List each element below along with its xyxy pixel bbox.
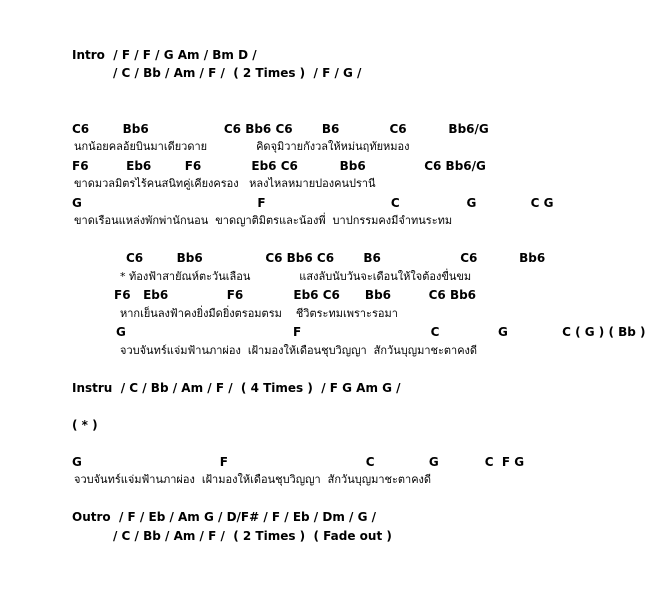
repeat-chorus-mark: ( * ) xyxy=(72,418,98,432)
intro-line-2: / C / Bb / Am / F / ( 2 Times ) / F / G / xyxy=(113,66,362,80)
verse-chord-line-3: G F C G C G xyxy=(72,196,554,210)
chorus-chord-line-1: C6 Bb6 C6 Bb6 C6 B6 C6 Bb6 xyxy=(126,251,546,265)
outro-line-1: Outro / F / Eb / Am G / D/F# / F / Eb / Dm / G / xyxy=(72,510,376,524)
instrumental-line: Instru / C / Bb / Am / F / ( 4 Times ) / F G Am G / xyxy=(72,381,401,395)
verse-lyric-line-1: นกน้อยคลอ้ยบินมาเดียวดาย คิดจุมิวายกังวลให้หม่นฤทัยหมอง xyxy=(74,140,410,153)
chorus-chord-line-3: G F C G C ( G ) ( Bb ) xyxy=(116,325,646,339)
intro-line-1: Intro / F / F / G Am / Bm D / xyxy=(72,48,257,62)
chorus-lyric-line-3: จวบจันทร์แจ่มฟ้านภาผ่อง เฝ้ามองให้เดือนชุบวิญญา สักวันบุญมาชะตาคงดี xyxy=(120,344,478,357)
verse-lyric-line-3: ขาดเรือนแหล่งพักพ่านักนอน ขาดญาติมิตรและน้องพี่ บาปกรรมคงมีจำทนระทม xyxy=(74,214,453,227)
ending-chord-line: G F C G C F G xyxy=(72,455,525,469)
verse-lyric-line-2: ขาดมวลมิตรไร้คนสนิทคู่เคียงครอง หลงไหลหมายปองคนปรานี xyxy=(74,177,376,190)
ending-lyric-line: จวบจันทร์แจ่มฟ้านภาผ่อง เฝ้ามองให้เดือนชุบวิญญา สักวันบุญมาชะตาคงดี xyxy=(74,473,432,486)
chorus-lyric-line-1: * ท้องฟ้าสายัณห์ตะวันเลือน แสงลับนับวันจะเดือนให้ใจต้องขื่นขม xyxy=(120,270,472,283)
chorus-lyric-line-2: หากเย็นลงฟ้าคงยิ่งมืดยิ่งตรอมตรม ชีวิตระทมเพราะรอมา xyxy=(120,307,398,320)
chorus-chord-line-2: F6 Eb6 F6 Eb6 C6 Bb6 C6 Bb6 xyxy=(114,288,477,302)
verse-chord-line-1: C6 Bb6 C6 Bb6 C6 B6 C6 Bb6/G xyxy=(72,122,489,136)
outro-line-2: / C / Bb / Am / F / ( 2 Times ) ( Fade out ) xyxy=(113,529,392,543)
verse-chord-line-2: F6 Eb6 F6 Eb6 C6 Bb6 C6 Bb6/G xyxy=(72,159,486,173)
